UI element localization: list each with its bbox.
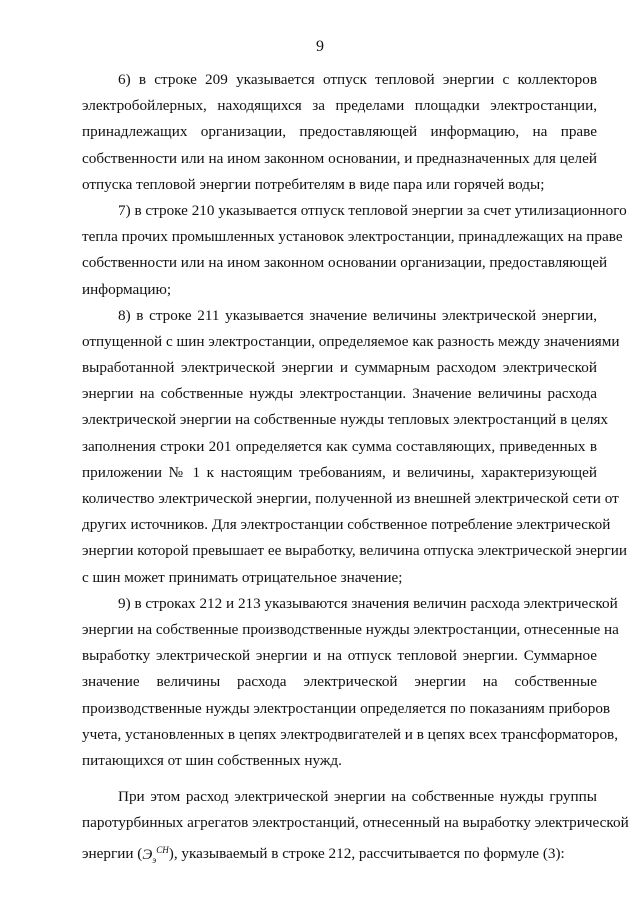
text-line: электрической энергии на собственные нужды тепловых электростанций в целях bbox=[82, 411, 609, 429]
paragraph-item-9 bbox=[82, 591, 619, 774]
text-line: собственности или на ином законном основании организации, предоставляющей bbox=[82, 254, 608, 272]
text-line: 6) в строке 209 указывается отпуск тепловой энергии с коллекторов bbox=[118, 71, 597, 88]
formula-line-before: энергии ( bbox=[82, 845, 143, 863]
paragraph-formula-intro bbox=[82, 784, 629, 865]
text-line: собственности или на ином законном основании, и предназначенных для целей bbox=[82, 149, 597, 167]
text-line: 7) в строке 210 указывается отпуск тепловой энергии за счет утилизационного bbox=[118, 201, 627, 219]
text-line: информацию; bbox=[82, 280, 172, 298]
text-line: отпуска тепловой энергии потребителям в виде пара или горячей воды; bbox=[82, 175, 545, 193]
text-line: выработанной электрической энергии и суммарным расходом электрической bbox=[82, 359, 597, 377]
paragraph-item-8 bbox=[82, 303, 627, 591]
text-line: энергии на собственные производственные нужды электростанции, отнесенные на bbox=[82, 620, 619, 638]
page-number: 9 bbox=[316, 38, 324, 55]
document-body bbox=[82, 67, 629, 865]
formula-symbol-letter: Э bbox=[142, 845, 153, 863]
paragraph-item-7 bbox=[82, 198, 627, 303]
text-line: принадлежащих организации, предоставляющей информацию, на праве bbox=[82, 123, 597, 141]
text-line: количество электрической энергии, полученной из внешней электрической сети от bbox=[82, 490, 619, 507]
text-line: паротурбинных агрегатов электростанций, отнесенный на выработку электрической bbox=[82, 814, 629, 832]
text-line: учета, установленных в цепях электродвигателей и в цепях всех трансформаторов, bbox=[82, 725, 619, 743]
text-line: питающихся от шин собственных нужд. bbox=[82, 751, 342, 769]
text-line: других источников. Для электростанции собственное потребление электрической bbox=[82, 516, 611, 534]
text-line: отпущенной с шин электростанции, определяемое как разность между значениями bbox=[82, 332, 620, 350]
formula-reference-line bbox=[82, 836, 597, 865]
formula-symbol bbox=[142, 846, 168, 863]
text-line: энергии на собственные нужды электростанции. Значение величины расхода bbox=[82, 385, 597, 403]
text-line: производственные нужды электростанции определяется по показаниям приборов bbox=[82, 699, 611, 717]
text-line: значение величины расхода электрической энергии на собственные bbox=[82, 673, 597, 691]
text-line: энергии которой превышает ее выработку, величина отпуска электрической энергии bbox=[82, 542, 627, 560]
text-line: с шин может принимать отрицательное значение; bbox=[82, 568, 403, 586]
formula-superscript: СН bbox=[156, 844, 169, 855]
paragraph-item-6 bbox=[82, 67, 597, 198]
paragraph-spacer bbox=[82, 774, 597, 784]
text-line: При этом расход электрической энергии на собственные нужды группы bbox=[118, 788, 597, 806]
formula-subscript: э bbox=[152, 854, 157, 865]
formula-line-after: ), указываемый в строке 212, рассчитывается по формуле (3): bbox=[168, 845, 565, 863]
text-line: приложении № 1 к настоящим требованиям, и величины, характеризующей bbox=[82, 463, 597, 481]
text-line: выработку электрической энергии и на отпуск тепловой энергии. Суммарное bbox=[82, 647, 597, 665]
text-line: 9) в строках 212 и 213 указываются значения величин расхода электрической bbox=[118, 594, 618, 612]
text-line: тепла прочих промышленных установок электростанции, принадлежащих на праве bbox=[82, 228, 623, 246]
text-line: заполнения строки 201 определяется как сумма составляющих, приведенных в bbox=[82, 437, 597, 455]
text-line: 8) в строке 211 указывается значение величины электрической энергии, bbox=[118, 306, 597, 324]
text-line: электробойлерных, находящихся за пределами площадки электростанции, bbox=[82, 97, 597, 115]
